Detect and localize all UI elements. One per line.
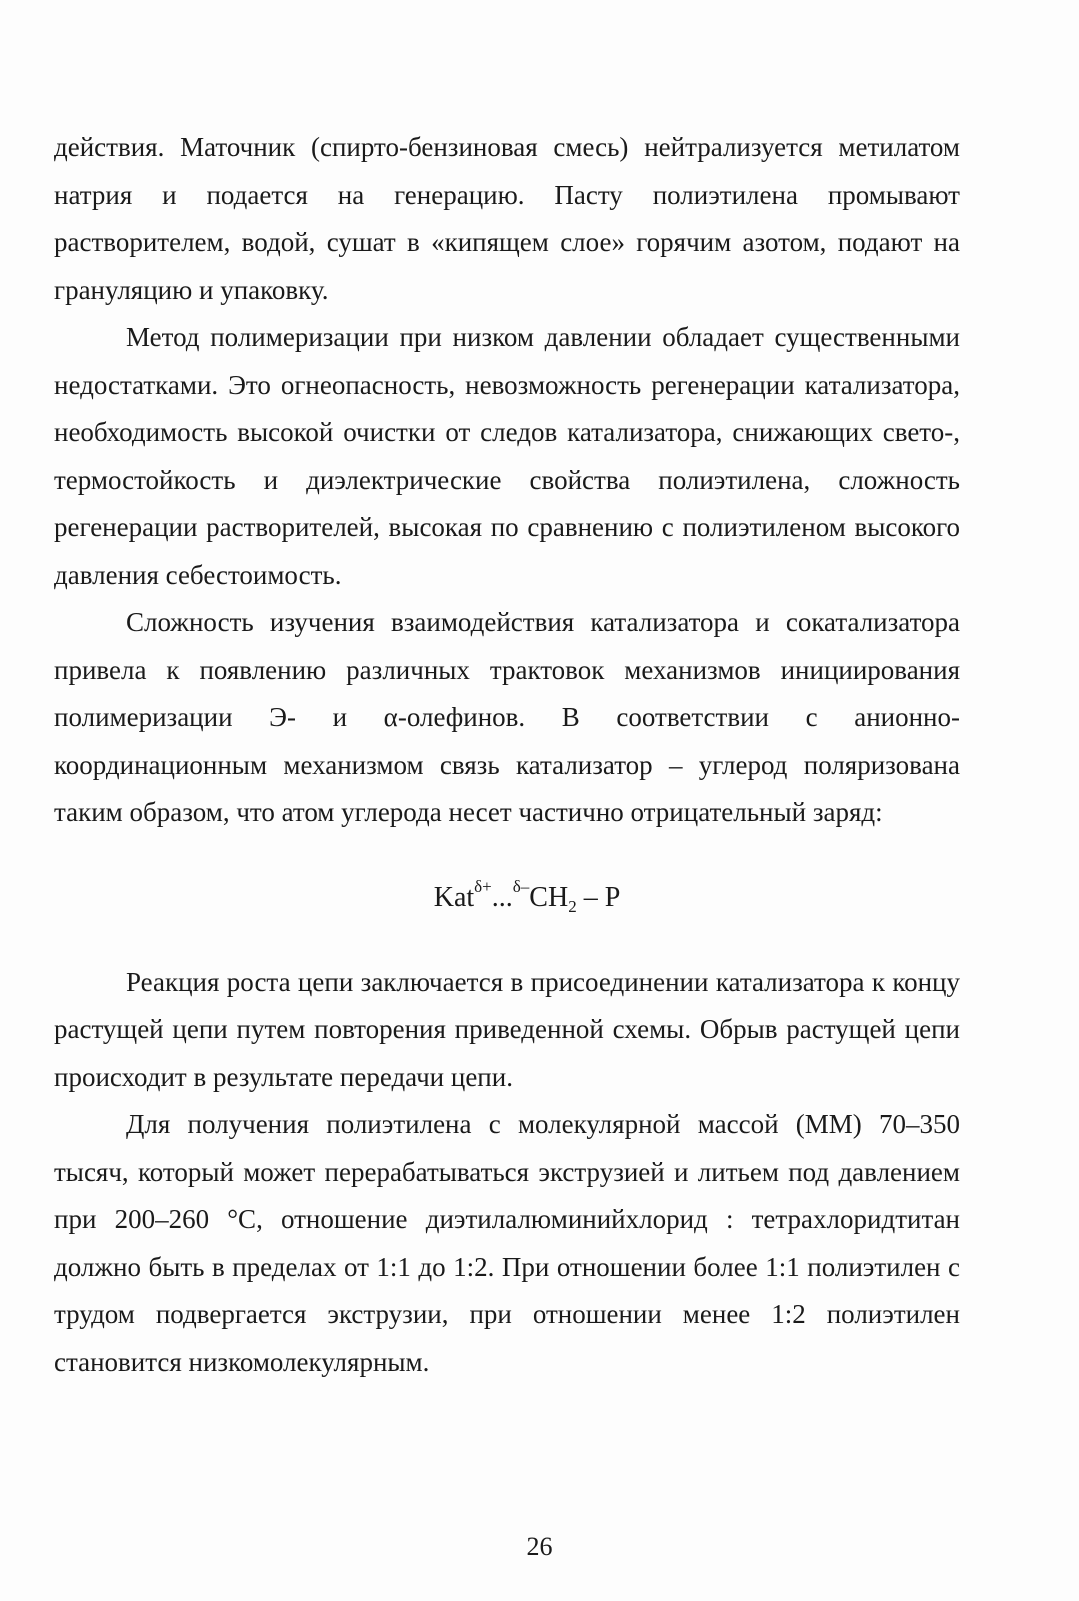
formula-dots: ... xyxy=(491,881,513,913)
formula-sup-plus: δ+ xyxy=(474,876,492,896)
paragraph-4: Реакция роста цепи заключается в присоединении катализатора к концу растущей цепи путем повторения приведенной схемы. Обрыв растущей цепи происходит в результате передачи цепи. xyxy=(54,966,960,1092)
paragraph-5: Для получения полиэтилена с молекулярной массой (ММ) 70–350 тысяч, который может перерабатываться экструзией и литьем под давлением при 200–260 °С, отношение диэтилалюминийхлорид : тетрахлоридтитан должно быть в пределах от 1:1 до 1:2. При отношении более 1:1 полиэтилен с трудом подвергается экструзии, при отношении менее 1:2 полиэтилен становится низкомолекулярным. xyxy=(54,1109,960,1377)
paragraph-1: действия. Маточник (спирто-бензиновая смесь) нейтрализуется метилатом натрия и подается на генерацию. Пасту полиэтилена промывают растворителем, водой, сушат в «кипящем слое» горячим азотом, подают на грануляцию и упаковку. xyxy=(54,132,960,305)
page-number: 26 xyxy=(526,1532,553,1561)
formula-tail: – P xyxy=(576,881,621,913)
formula-base: Kat xyxy=(433,881,475,913)
paragraph-2: Метод полимеризации при низком давлении обладает существенными недостатками. Это огнеопасность, невозможность регенерации катализатора, необходимость высокой очистки от следов катализатора, снижающих свето-, термостойкость и диэлектрические свойства полиэтилена, сложность регенерации растворителей, высокая по сравнению с полиэтиленом высокого давления себестоимость. xyxy=(54,322,960,590)
formula-sup-minus: δ– xyxy=(512,876,530,896)
body-text xyxy=(54,124,960,1386)
formula-polarization xyxy=(54,837,960,959)
formula-group: CH xyxy=(529,881,569,913)
formula-sub: 2 xyxy=(568,896,577,916)
paragraph-3: Сложность изучения взаимодействия катализатора и сокатализатора привела к появлению различных трактовок механизмов инициирования полимеризации Э- и α-олефинов. В соответствии с анионно-координационным механизмом связь катализатор – углерод поляризована таким образом, что атом углерода несет частично отрицательный заряд: xyxy=(54,607,960,827)
